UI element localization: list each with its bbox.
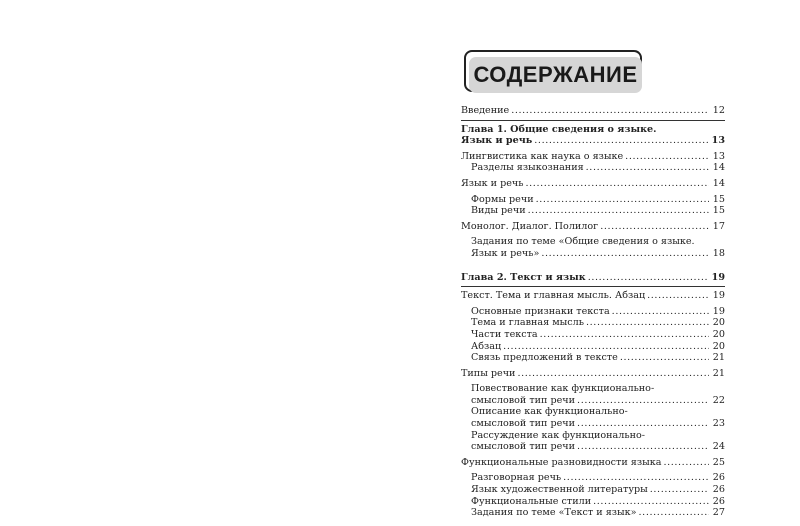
toc-page-number: 15	[712, 205, 725, 217]
toc-entry-title: Лингвистика как наука о языке	[461, 150, 624, 162]
heading-label-background	[469, 57, 642, 93]
leader-dots	[541, 248, 709, 260]
toc-page-number: 13	[711, 135, 725, 147]
toc-subentry[interactable]	[461, 306, 725, 318]
toc-page-number: 26	[712, 495, 725, 507]
toc-entry-title: смысловой тип речи	[471, 441, 576, 453]
toc-entry[interactable]	[461, 221, 725, 233]
toc-entry-title: Типы речи	[461, 367, 516, 379]
toc-page-number: 21	[712, 367, 725, 379]
toc-entry-title: Основные признаки текста	[471, 305, 610, 317]
toc-subentry[interactable]	[461, 194, 725, 206]
toc-subentry[interactable]	[461, 205, 725, 217]
leader-dots	[600, 221, 709, 233]
toc-entry-title: Язык художественной литературы	[471, 484, 648, 496]
toc-entry[interactable]	[461, 178, 725, 190]
toc-entry[interactable]	[461, 457, 725, 469]
toc-page-number: 15	[712, 193, 725, 205]
leader-dots	[625, 151, 709, 163]
toc-subentry[interactable]	[461, 496, 725, 508]
toc-entry-title: Язык и речь	[461, 177, 524, 189]
toc-entry-title: Язык и речь»	[471, 247, 540, 259]
toc-page-number: 27	[712, 507, 725, 519]
leader-dots	[586, 317, 709, 329]
toc-subentry[interactable]	[461, 317, 725, 329]
toc-subentry[interactable]	[461, 236, 725, 259]
toc-entry-title-line1: Задания по теме «Общие сведения о языке.	[471, 236, 695, 248]
toc-subentry[interactable]	[461, 472, 725, 484]
toc-entry-chapter-2[interactable]	[461, 272, 725, 284]
toc-subentry[interactable]	[461, 484, 725, 496]
toc-entry-title: Текст. Тема и главная мысль. Абзац	[461, 290, 646, 302]
toc-entry-title: Задания по теме «Текст и язык»	[471, 507, 637, 519]
toc-subentry[interactable]	[461, 329, 725, 341]
toc-entry-title: Монолог. Диалог. Полилог	[461, 220, 599, 232]
toc-page-number: 14	[712, 162, 725, 174]
toc-page-number: 20	[712, 340, 725, 352]
toc-entry-title: Функциональные разновидности языка	[461, 456, 662, 468]
toc-entry-title: Части текста	[471, 328, 538, 340]
toc-subentry[interactable]	[461, 341, 725, 353]
toc-page-number: 24	[712, 441, 725, 453]
toc-page-number: 26	[712, 472, 725, 484]
leader-dots	[620, 352, 709, 364]
leader-dots	[528, 205, 709, 217]
chapter-divider	[461, 120, 725, 121]
leader-dots	[577, 418, 709, 430]
toc-subentry[interactable]	[461, 162, 725, 174]
leader-dots	[517, 368, 709, 380]
toc-subentry[interactable]	[461, 406, 725, 429]
toc-entry-chapter-1[interactable]	[461, 124, 725, 147]
toc-page-number: 20	[712, 328, 725, 340]
toc-entry-title: смысловой тип речи	[471, 394, 576, 406]
toc-entry-title: Язык и речь	[461, 135, 533, 147]
toc-page-number: 13	[712, 150, 725, 162]
contents-heading-box	[464, 50, 644, 94]
toc-page-number: 19	[711, 271, 725, 283]
toc-entry-title: Виды речи	[471, 205, 526, 217]
toc-page-number: 25	[712, 456, 725, 468]
toc-page-number: 22	[712, 394, 725, 406]
toc-entry-title: Глава 2. Текст и язык	[461, 271, 586, 283]
leader-dots	[639, 507, 709, 519]
toc-entry-title: Разделы языкознания	[471, 162, 584, 174]
toc-entry-title-line1: Повествование как функционально-	[471, 383, 655, 395]
leader-dots	[577, 395, 709, 407]
leader-dots	[540, 329, 709, 341]
toc-entry-introduction[interactable]	[461, 105, 725, 117]
leader-dots	[511, 105, 709, 117]
leader-dots	[536, 194, 709, 206]
toc-page-number: 20	[712, 317, 725, 329]
toc-page-number: 21	[712, 352, 725, 364]
leader-dots	[534, 135, 709, 147]
toc-entry-title: Введение	[461, 105, 510, 116]
chapter-divider	[461, 286, 725, 287]
leader-dots	[647, 290, 709, 302]
toc-page-number: 23	[712, 418, 725, 430]
leader-dots	[503, 341, 709, 353]
toc-page-number: 12	[712, 105, 725, 116]
toc-entry-title-line1: Рассуждение как функционально-	[471, 429, 645, 441]
toc-entry[interactable]	[461, 368, 725, 380]
toc-entry[interactable]	[461, 290, 725, 302]
toc-entry-title: Связь предложений в тексте	[471, 352, 618, 364]
leader-dots	[577, 441, 709, 453]
table-of-contents	[461, 105, 725, 519]
leader-dots	[663, 457, 709, 469]
leader-dots	[650, 484, 709, 496]
toc-subentry[interactable]	[461, 383, 725, 406]
leader-dots	[588, 272, 709, 284]
toc-entry-title: Функциональные стили	[471, 495, 592, 507]
toc-page-number: 19	[712, 290, 725, 302]
toc-page-number: 19	[712, 305, 725, 317]
leader-dots	[526, 178, 710, 190]
toc-entry-title: Тема и главная мысль	[471, 317, 584, 329]
toc-entry-title: Разговорная речь	[471, 472, 562, 484]
toc-entry-title-line1: Описание как функционально-	[471, 406, 628, 418]
leader-dots	[612, 306, 709, 318]
toc-subentry[interactable]	[461, 507, 725, 519]
toc-entry-title: Формы речи	[471, 193, 534, 205]
toc-entry-title: Абзац	[471, 340, 502, 352]
leader-dots	[563, 472, 709, 484]
leader-dots	[593, 496, 709, 508]
toc-entry-title-line1: Глава 1. Общие сведения о языке.	[461, 123, 657, 135]
toc-page-number: 14	[712, 177, 725, 189]
toc-entry-title: смысловой тип речи	[471, 418, 576, 430]
toc-page-number: 18	[712, 247, 725, 259]
toc-subentry[interactable]	[461, 352, 725, 364]
toc-entry[interactable]	[461, 151, 725, 163]
toc-subentry[interactable]	[461, 430, 725, 453]
toc-page-number: 26	[712, 484, 725, 496]
leader-dots	[586, 162, 709, 174]
toc-page-number: 17	[712, 220, 725, 232]
contents-heading: СОДЕРЖАНИЕ	[473, 62, 638, 87]
